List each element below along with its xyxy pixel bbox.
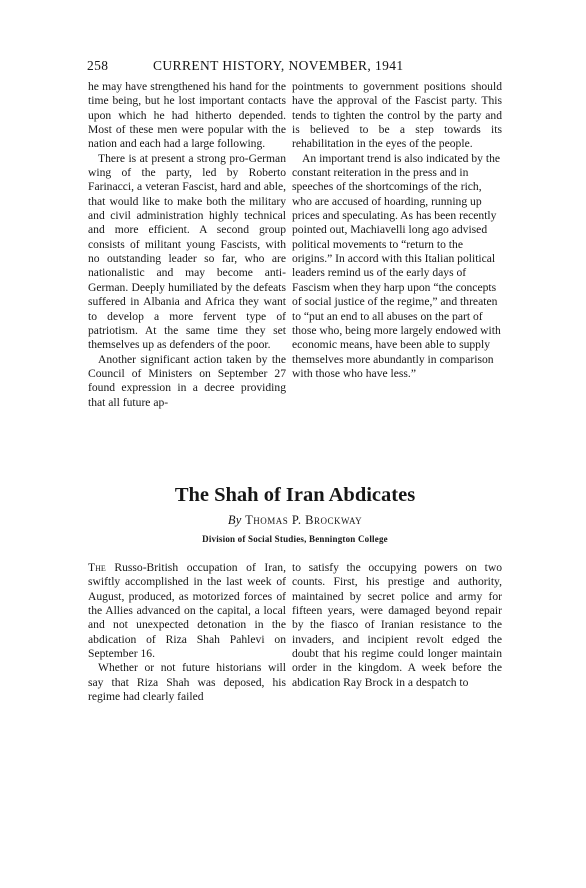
paragraph (88, 561, 286, 661)
article1-column-right (292, 80, 502, 381)
author-name: Thomas P. Brockway (245, 513, 363, 527)
article2-column-left (88, 561, 286, 704)
author-affiliation: Division of Social Studies, Bennington College (202, 534, 388, 544)
paragraph-text: Russo-British occupation of Iran, swiftly accomplished in the last week of August, produced, as motorized forces of the Allies advanced on the capital, a local and not unexpected detonation in the abdication of Riza Shah Pahlevi on September 16. (88, 561, 286, 661)
page-number: 258 (87, 58, 109, 73)
article-title: The Shah of Iran Abdicates (174, 484, 416, 506)
paragraph: There is at present a strong pro-German wing of the party, led by Roberto Farinacci, a veteran Fascist, hard and able, that would like to make both the military and civil administration highly technical and more efficient. A second group consists of militant young Fascists, with no outstanding leader so far, who are nationalistic and may become anti-German. Deeply humiliated by the defeats suffered in Albania and Africa they want to develop a more fervent type of patriotism. At the same time they set themselves up as defenders of the poor. (88, 151, 286, 352)
byline (88, 513, 502, 528)
lead-word: The (88, 561, 106, 574)
paragraph: he may have strengthened his hand for the time being, but he lost important contacts upon which he had hitherto depended. Most of these men were popular with the nation and each had a large following. (88, 80, 286, 151)
paragraph: Another significant action taken by the Council of Ministers on September 27 found expression in a decree providing that all future ap- (88, 352, 286, 409)
paragraph: Whether or not future historians will say that Riza Shah was deposed, his regime had clearly failed (88, 661, 286, 704)
paragraph: An important trend is also indicated by the constant reiteration in the press and in speeches of the shortcomings of the rich, who are accused of hoarding, running up prices and speculating. As has been recently pointed out, Machiavelli long ago advised political movements to “return to the origins.” In accord with this Italian political leaders remind us of the early days of Fascism when they harp upon “the concepts of social justice of the regime,” and threaten to “put an end to all abuses on the part of those who, being more largely endowed with economic means, have been able to supply themselves more abundantly in comparison with those who have less.” (292, 151, 501, 380)
running-title: CURRENT HISTORY, NOVEMBER, 1941 (153, 58, 404, 73)
paragraph: pointments to government positions should have the approval of the Fascist party. This tends to tighten the control by the party and is believed to be a step towards its rehabilitation in the eyes of the people. (292, 80, 502, 151)
paragraph: to satisfy the occupying powers on two counts. First, his prestige and authority, maintained by secret police and army for fifteen years, were damaged beyond repair by the fiasco of Iranian resistance to the invaders, and incipient revolt edged the doubt that his regime could longer maintain order in the kingdom. A week before the abdication Ray Brock in a despatch to (292, 561, 502, 689)
article2-column-right (292, 561, 502, 690)
byline-by: By (227, 513, 242, 527)
article1-column-left (88, 80, 286, 410)
